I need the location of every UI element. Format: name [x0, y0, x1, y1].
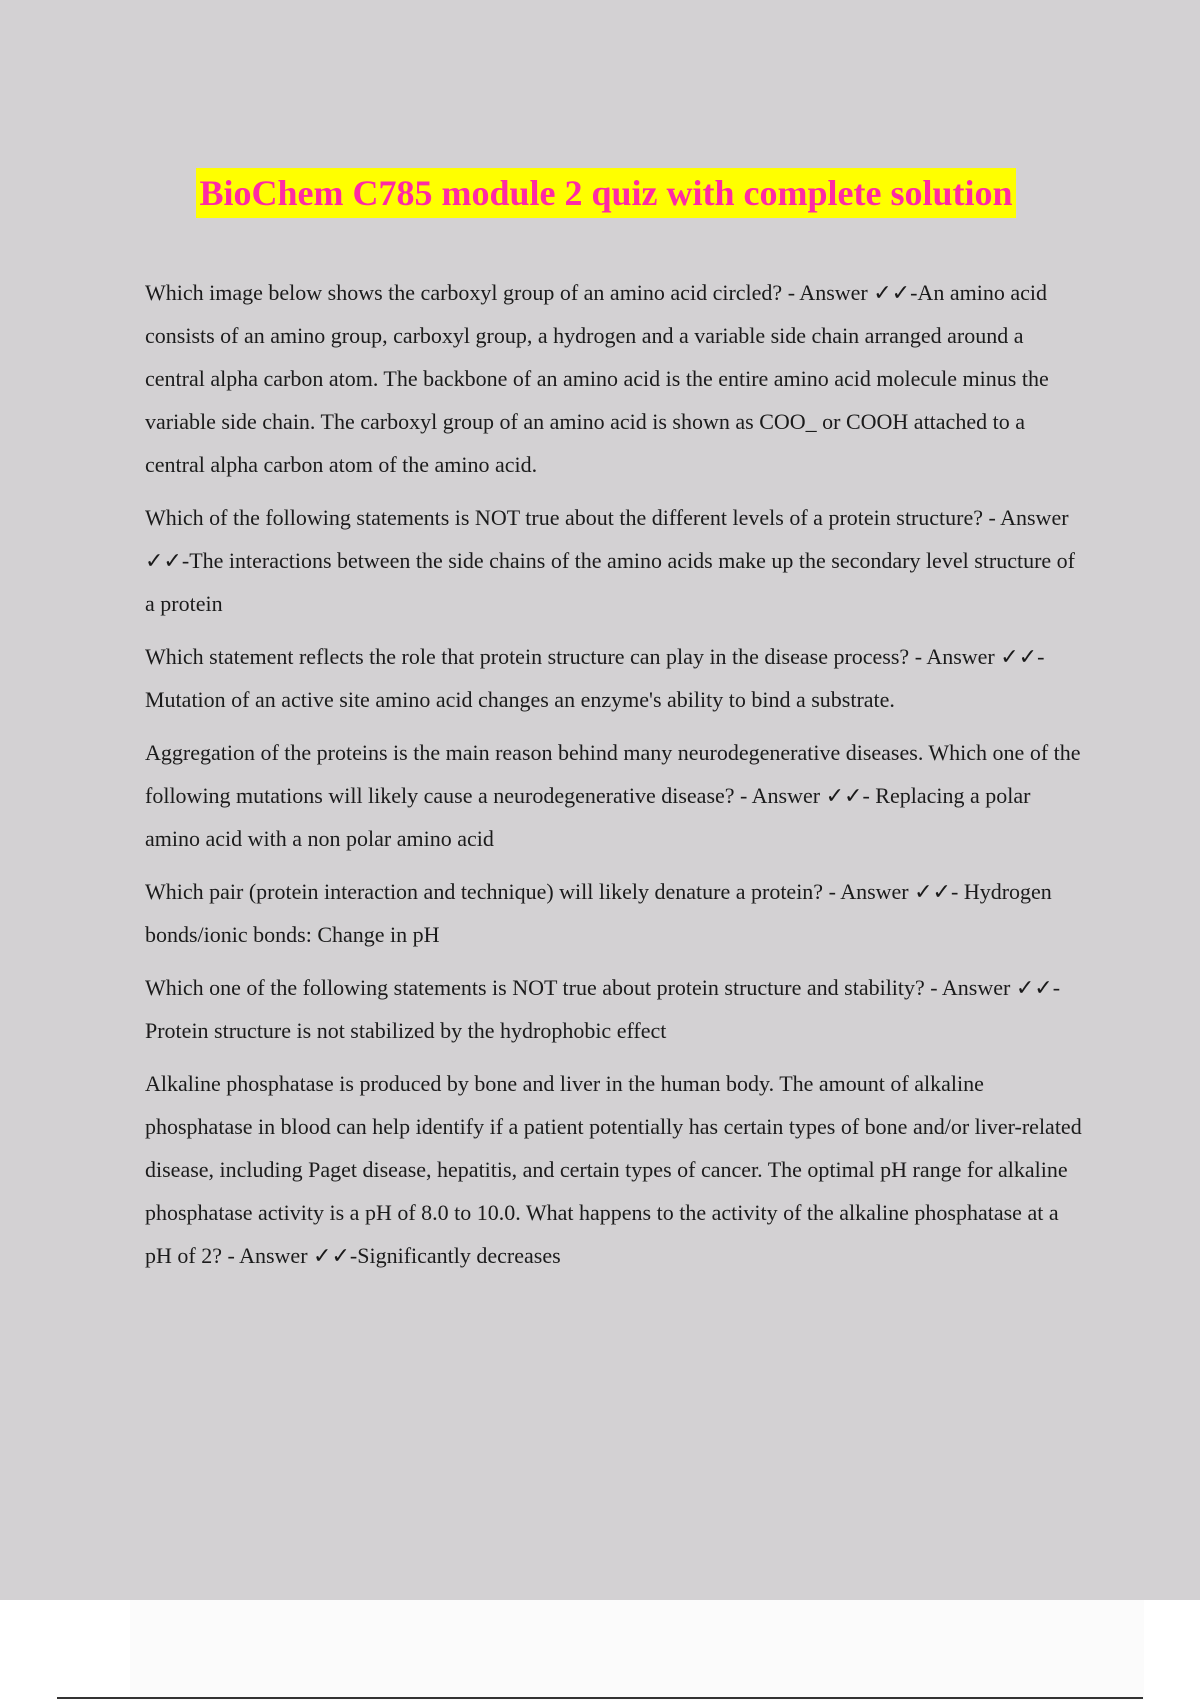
double-check-icon: ✓✓ — [914, 879, 951, 904]
double-check-icon: ✓✓ — [1015, 975, 1053, 1000]
question-text: Aggregation of the proteins is the main reason behind many neurodegenerative diseases. Which one of the following mutations will likely cause a neurodegenerative disease? — [145, 740, 1081, 808]
question-text: Which pair (protein interaction and technique) will likely denature a protein? — [145, 879, 824, 904]
answer-label: - Answer — [909, 644, 1001, 669]
bottom-margin — [130, 1600, 1144, 1700]
footer-divider — [57, 1697, 1143, 1699]
title-block — [0, 168, 1200, 218]
answer-text: -Significantly decreases — [349, 1243, 561, 1268]
qa-item — [145, 271, 1087, 486]
answer-text: -Protein structure is not stabilized by the hydrophobic effect — [145, 975, 1061, 1043]
answer-label: - Answer — [983, 505, 1069, 530]
answer-text: - Hydrogen bonds/ionic bonds: Change in pH — [145, 879, 1052, 947]
answer-text: -An amino acid consists of an amino group, carboxyl group, a hydrogen and a variable side chain arranged around a central alpha carbon atom. The backbone of an amino acid is the entire amino acid molecule minus the variable side chain. The carboxyl group of an amino acid is shown as COO_ or COOH attached to a central alpha carbon atom of the amino acid. — [145, 280, 1049, 477]
question-text: Which of the following statements is NOT true about the different levels of a protein structure? — [145, 505, 983, 530]
qa-item — [145, 1062, 1087, 1277]
double-check-icon: ✓✓ — [313, 1243, 350, 1268]
answer-label: - Answer — [823, 879, 915, 904]
qa-item — [145, 496, 1087, 625]
qa-item — [145, 870, 1087, 956]
answer-text: -The interactions between the side chains of the amino acids make up the secondary level structure of a protein — [145, 548, 1075, 616]
qa-list — [145, 271, 1087, 1287]
answer-label: - Answer — [782, 280, 874, 305]
answer-text: - Replacing a polar amino acid with a non polar amino acid — [145, 783, 1031, 851]
qa-item — [145, 635, 1087, 721]
document-title: BioChem C785 module 2 quiz with complete solution — [196, 168, 1015, 218]
question-text: Which image below shows the carboxyl group of an amino acid circled? — [145, 280, 783, 305]
answer-text: -Mutation of an active site amino acid changes an enzyme's ability to bind a substrate. — [145, 644, 1045, 712]
question-text: Alkaline phosphatase is produced by bone and liver in the human body. The amount of alkaline phosphatase in blood can help identify if a patient potentially has certain types of bone and/or liver-related disease, including Paget disease, hepatitis, and certain types of cancer. The optimal pH range for alkaline phosphatase activity is a pH of 8.0 to 10.0. What happens to the activity of the alkaline phosphatase at a pH of 2? — [145, 1071, 1082, 1268]
double-check-icon: ✓✓ — [873, 280, 911, 305]
qa-item — [145, 966, 1087, 1052]
qa-item — [145, 731, 1087, 860]
question-text: Which one of the following statements is NOT true about protein structure and stability? — [145, 975, 925, 1000]
double-check-icon: ✓✓ — [825, 783, 863, 808]
question-text: Which statement reflects the role that protein structure can play in the disease process? — [145, 644, 910, 669]
answer-label: - Answer — [734, 783, 826, 808]
answer-label: - Answer — [924, 975, 1016, 1000]
answer-label: - Answer — [221, 1243, 314, 1268]
double-check-icon: ✓✓ — [145, 548, 182, 573]
double-check-icon: ✓✓ — [1000, 644, 1038, 669]
